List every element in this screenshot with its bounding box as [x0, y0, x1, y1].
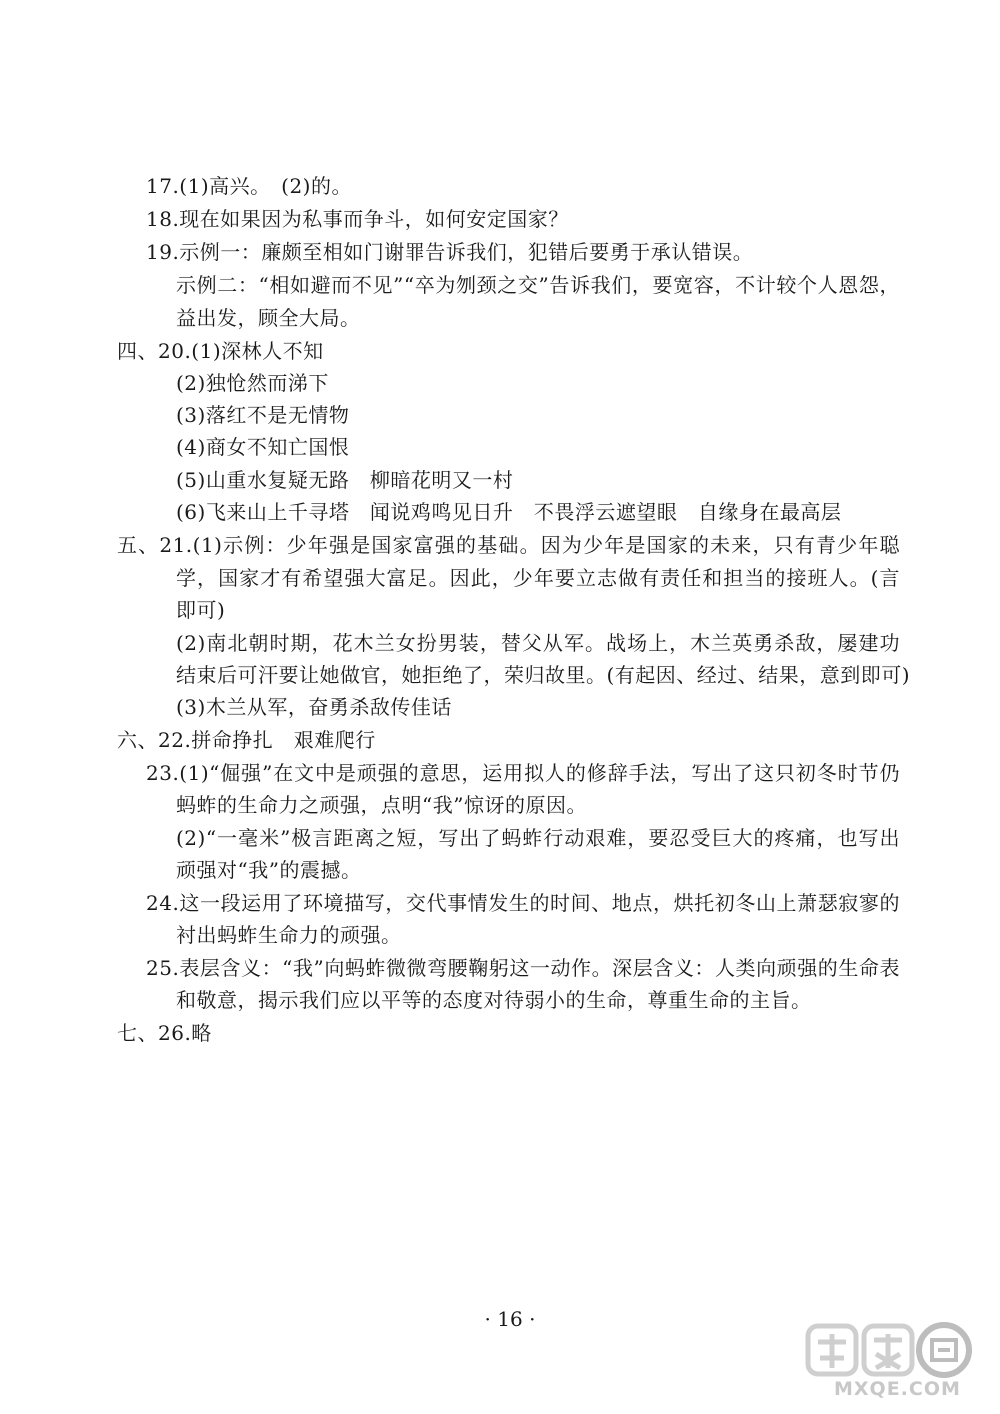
answer-20-part-4: (4)商女不知亡国恨: [176, 435, 350, 459]
answer-21-part-2: (2)南北朝时期，花木兰女扮男装，替父从军。战场上，木兰英勇杀敌，屡建功: [176, 631, 900, 655]
answer-20-part-3: (3)落红不是无情物: [176, 403, 350, 427]
answer-22: 六、22.拼命挣扎 艰难爬行: [117, 728, 376, 752]
answer-21-part-1-cont: 学，国家才有希望强大富足。因此，少年要立志做有责任和担当的接班人。(言: [176, 566, 900, 590]
answer-25-cont: 和敬意，揭示我们应以平等的态度对待弱小的生命，尊重生命的主旨。: [176, 988, 812, 1012]
answer-23-part-1-cont: 蚂蚱的生命力之顽强，点明“我”惊讶的原因。: [176, 793, 587, 817]
answer-25: 25.表层含义：“我”向蚂蚱微微弯腰鞠躬这一动作。深层含义：人类向顽强的生命表: [146, 956, 900, 980]
answer-23-part-1: 23.(1)“倔强”在文中是顽强的意思，运用拟人的修辞手法，写出了这只初冬时节仍: [146, 761, 900, 785]
answer-20-part-6: (6)飞来山上千寻塔 闻说鸡鸣见日升 不畏浮云遮望眼 自缘身在最高层: [176, 500, 842, 524]
answer-20-part-1: 四、20.(1)深林人不知: [117, 339, 324, 363]
answer-21-part-1-end: 即可): [176, 598, 226, 622]
answer-24-cont: 衬出蚂蚱生命力的顽强。: [176, 923, 402, 947]
answer-21-part-3: (3)木兰从军，奋勇杀敌传佳话: [176, 695, 452, 719]
watermark-site: MXQE.COM: [834, 1378, 961, 1400]
answer-20-part-2: (2)独怆然而涕下: [176, 371, 329, 395]
answer-19-example-2-cont: 益出发，顾全大局。: [176, 306, 361, 330]
watermark: [790, 1320, 990, 1410]
answer-26: 七、26.略: [117, 1021, 212, 1045]
answer-19-example-2: 示例二：“相如避而不见”“卒为刎颈之交”告诉我们，要宽容，不计较个人恩怨，: [176, 273, 900, 297]
answer-23-part-2: (2)“一毫米”极言距离之短，写出了蚂蚱行动艰难，要忍受巨大的疼痛，也写出: [176, 826, 900, 850]
answer-17: 17.(1)高兴。 (2)的。: [146, 174, 352, 198]
answer-21-part-2-cont: 结束后可汗要让她做官，她拒绝了，荣归故里。(有起因、经过、结果，意到即可): [176, 663, 911, 687]
answer-21-part-1: 五、21.(1)示例：少年强是国家富强的基础。因为少年是国家的未来，只有青少年聪: [117, 533, 900, 557]
answer-23-part-2-cont: 顽强对“我”的震撼。: [176, 858, 362, 882]
answer-19-example-1: 19.示例一：廉颇至相如门谢罪告诉我们，犯错后要勇于承认错误。: [146, 240, 754, 264]
answer-24: 24.这一段运用了环境描写，交代事情发生的时间、地点，烘托初冬山上萧瑟寂寥的: [146, 891, 900, 915]
answer-20-part-5: (5)山重水复疑无路 柳暗花明又一村: [176, 468, 514, 492]
page-number: · 16 ·: [484, 1307, 536, 1331]
watermark-logo-icon: [790, 1320, 990, 1380]
answer-18: 18.现在如果因为私事而争斗，如何安定国家？: [146, 207, 569, 231]
